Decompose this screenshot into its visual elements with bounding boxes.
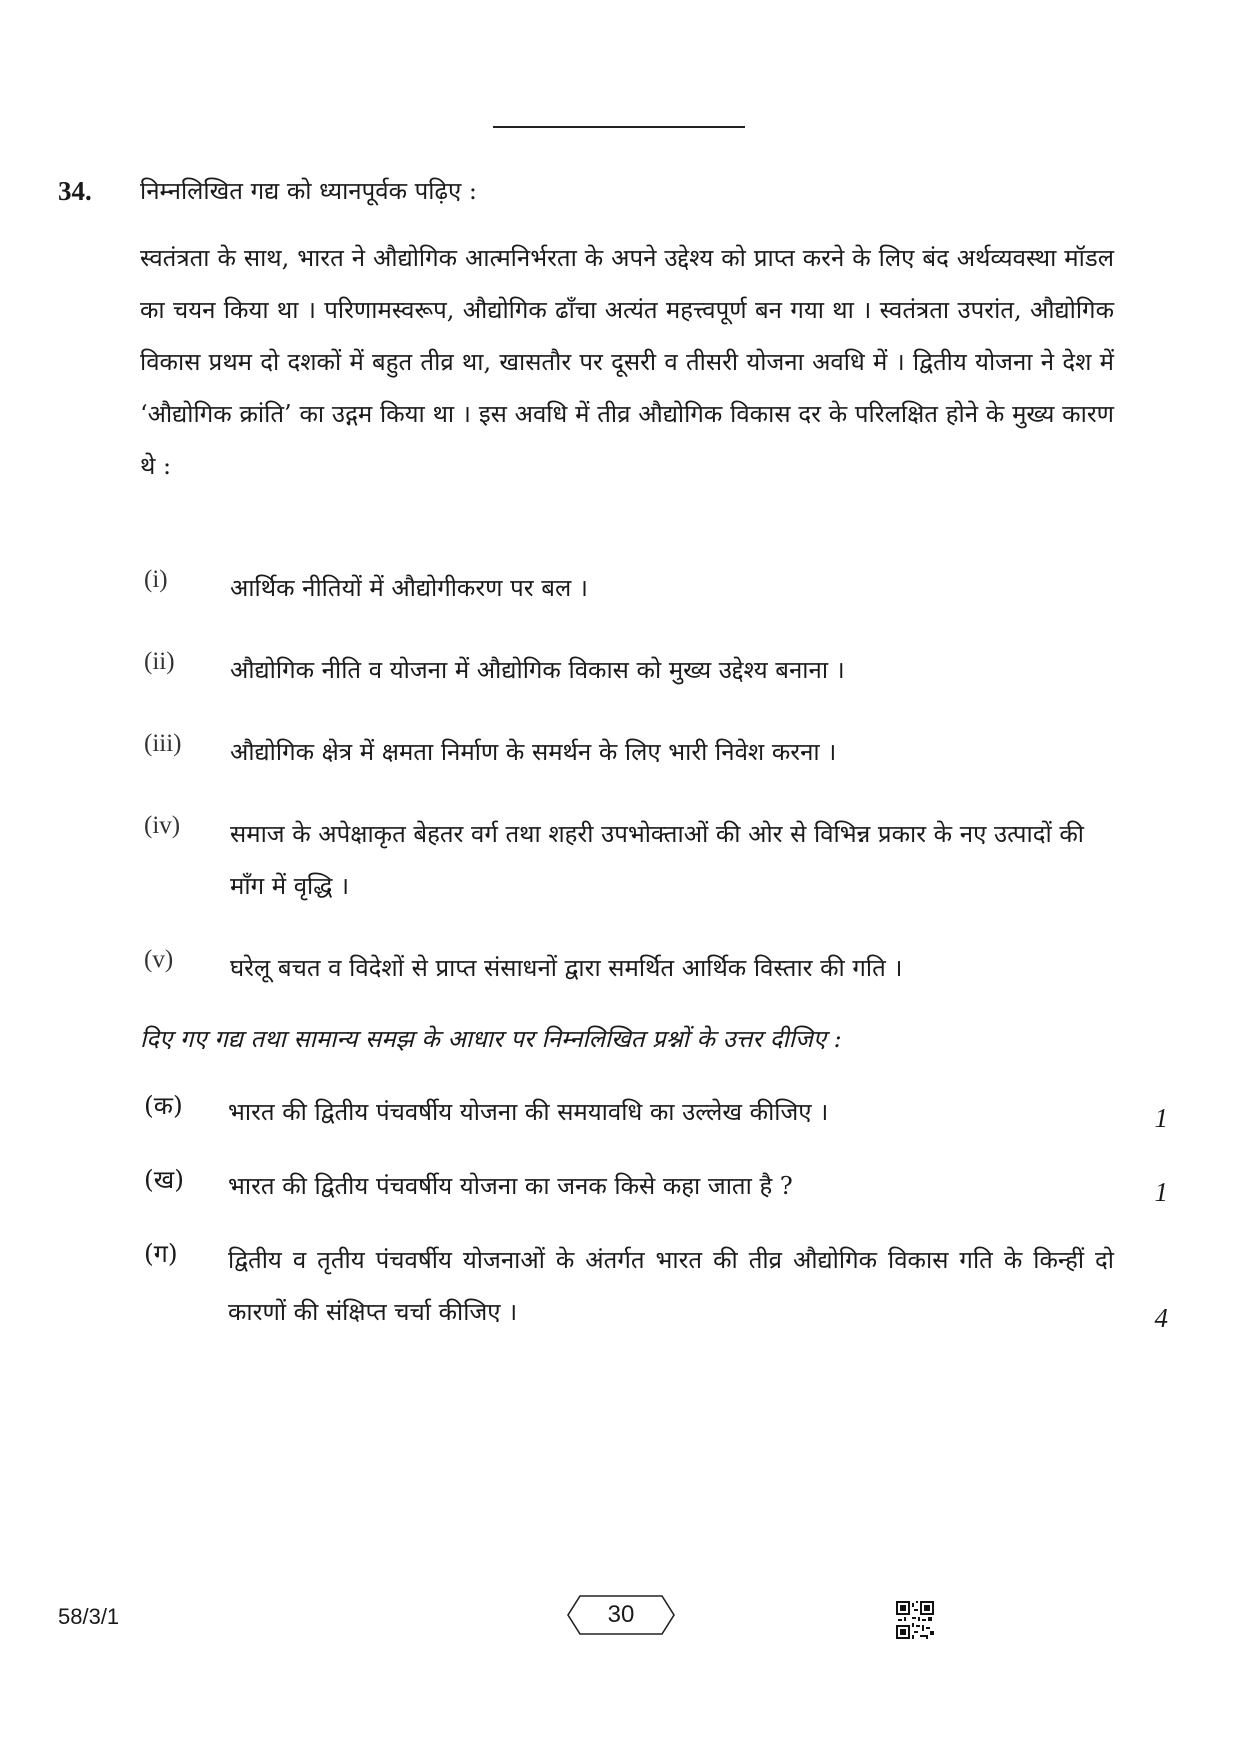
subquestion-list <box>140 1086 1180 1360</box>
list-item <box>140 644 1114 696</box>
subquestion <box>140 1160 1180 1212</box>
list-item <box>140 726 1114 778</box>
page-number-tag <box>566 1593 676 1637</box>
list-item-text: औद्योगिक क्षेत्र में क्षमता निर्माण के समर्थन के लिए भारी निवेश करना । <box>230 738 837 766</box>
marks-value: 1 <box>1154 1103 1168 1133</box>
subquestion-label: (ख) <box>144 1165 184 1194</box>
list-item-text: समाज के अपेक्षाकृत बेहतर वर्ग तथा शहरी उपभोक्ताओं की ओर से विभिन्न प्रकार के नए उत्पादों की माँग में वृद्धि । <box>230 820 1084 900</box>
subquestion-text: भारत की द्वितीय पंचवर्षीय योजना का जनक किसे कहा जाता है ? <box>228 1172 793 1200</box>
subquestion <box>140 1234 1180 1338</box>
subquestion-text: द्वितीय व तृतीय पंचवर्षीय योजनाओं के अंतर्गत भारत की तीव्र औद्योगिक विकास गति के किन्हीं दो कारणों की संक्षिप्त चर्चा कीजिए । <box>228 1246 1114 1326</box>
answer-directive: दिए गए गद्य तथा सामान्य समझ के आधार पर निम्नलिखित प्रश्नों के उत्तर दीजिए : <box>140 1025 842 1053</box>
passage-text: स्वतंत्रता के साथ, भारत ने औद्योगिक आत्मनिर्भरता के अपने उद्देश्य को प्राप्त करने के लिए बंद अर्थव्यवस्था मॉडल का चयन किया था । परिणामस्वरूप, औद्योगिक ढाँचा अत्यंत महत्त्वपूर्ण बन गया था । स्वतंत्रता उपरांत, औद्योगिक विकास प्रथम दो दशकों में बहुत तीव्र था, खासतौर पर दूसरी व तीसरी योजना अवधि में । द्वितीय योजना ने देश में ‘औद्योगिक क्रांति’ का उद्गम किया था । इस अवधि में तीव्र औद्योगिक विकास दर के परिलक्षित होने के मुख्य कारण थे : <box>140 244 1114 480</box>
list-item <box>140 562 1114 614</box>
subquestion-label: (क) <box>144 1091 183 1120</box>
list-item-label: (ii) <box>144 648 175 675</box>
subquestion-label: (ग) <box>144 1239 178 1268</box>
list-item-label: (v) <box>144 946 174 973</box>
list-item <box>140 808 1114 912</box>
question-number: 34. <box>58 176 92 206</box>
list-item-label: (iii) <box>144 730 182 757</box>
list-item-text: आर्थिक नीतियों में औद्योगीकरण पर बल । <box>230 574 588 602</box>
qr-code-icon <box>896 1601 934 1639</box>
top-divider <box>493 126 745 128</box>
list-item-label: (i) <box>144 566 168 593</box>
question-instruction: निम्नलिखित गद्य को ध्यानपूर्वक पढ़िए : <box>140 177 477 205</box>
list-item-text: औद्योगिक नीति व योजना में औद्योगिक विकास को मुख्य उद्देश्य बनाना । <box>230 656 845 684</box>
list-item-label: (iv) <box>144 812 181 839</box>
marks-value: 4 <box>1154 1303 1168 1333</box>
paper-code: 58/3/1 <box>58 1604 120 1629</box>
page-number: 30 <box>607 1601 635 1628</box>
marks-value: 1 <box>1154 1177 1168 1207</box>
reasons-list <box>140 562 1114 1024</box>
list-item <box>140 942 1114 994</box>
subquestion <box>140 1086 1180 1138</box>
list-item-text: घरेलू बचत व विदेशों से प्राप्त संसाधनों द्वारा समर्थित आर्थिक विस्तार की गति । <box>230 954 903 982</box>
subquestion-text: भारत की द्वितीय पंचवर्षीय योजना की समयावधि का उल्लेख कीजिए । <box>228 1098 829 1126</box>
